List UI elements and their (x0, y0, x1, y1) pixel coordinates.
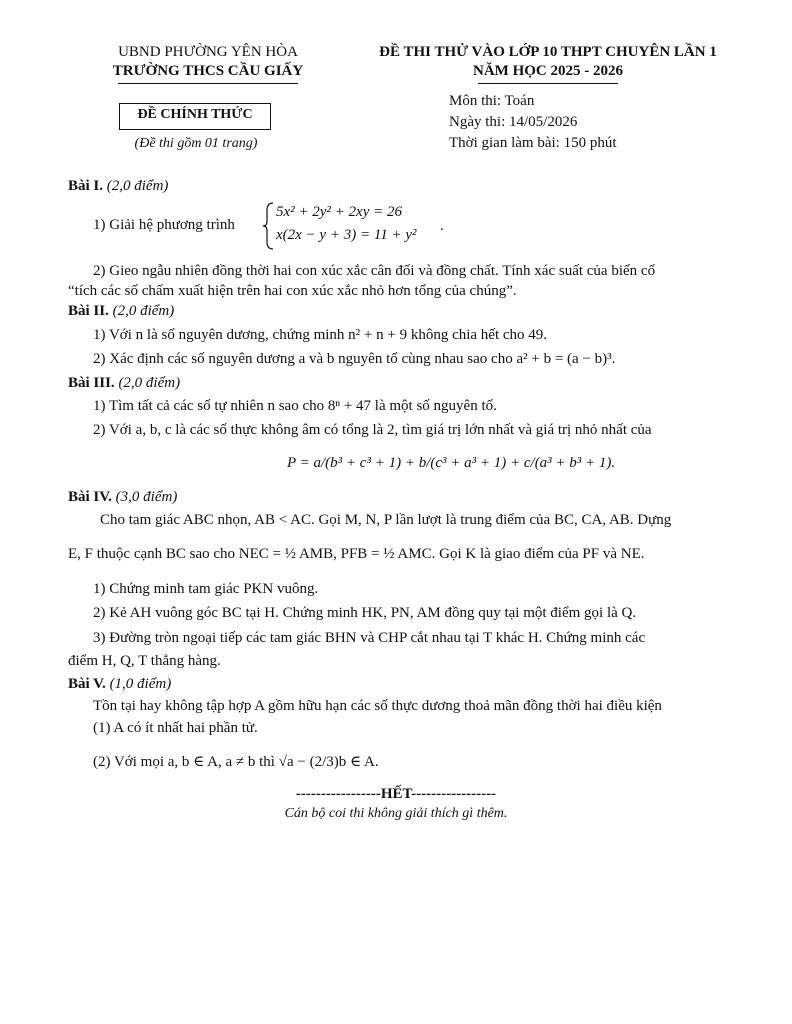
footer-note: Cán bộ coi thi không giải thích gì thêm. (284, 806, 508, 821)
bai3-points: (2,0 điểm) (118, 375, 181, 391)
bai4-q3-line1: 3) Đường tròn ngoại tiếp các tam giác BHN và CHP cắt nhau tại T khác H. Chứng minh các (93, 630, 646, 646)
bai5-condition1: (1) A có ít nhất hai phần tử. (93, 720, 258, 736)
bai5-intro: Tồn tại hay không tập hợp A gồm hữu hạn các số thực dương thoả mãn đồng thời hai điều kiện (93, 698, 662, 714)
bai2-heading (68, 303, 174, 320)
bai4-intro2: E, F thuộc cạnh BC sao cho NEC = ½ AMB, PFB = ½ AMC. Gọi K là giao điểm của PF và NE. (68, 546, 645, 562)
bai3-heading (68, 375, 180, 392)
subject: Môn thi: Toán (449, 93, 535, 109)
bai1-q2-line2: “tích các số chấm xuất hiện trên hai con xúc xắc nhỏ hơn tổng của chúng”. (68, 283, 517, 299)
bai2-title: Bài II. (68, 303, 109, 319)
bai4-intro1: Cho tam giác ABC nhọn, AB < AC. Gọi M, N, P lần lượt là trung điểm của BC, CA, AB. Dựng (100, 512, 672, 528)
bai5-condition2: (2) Với mọi a, b ∈ A, a ≠ b thì √a − (2/3)b ∈ A. (93, 754, 379, 770)
bai4-points: (3,0 điểm) (115, 489, 178, 505)
bai3-formula: P = a/(b³ + c³ + 1) + b/(c³ + a³ + 1) + c/(a³ + b³ + 1). (287, 455, 616, 471)
school-authority: UBND PHƯỜNG YÊN HÒA (118, 44, 298, 60)
bai4-q2: 2) Kẻ AH vuông góc BC tại H. Chứng minh HK, PN, AM đồng quy tại một điểm gọi là Q. (93, 605, 637, 621)
bai1-points: (2,0 điểm) (106, 178, 169, 194)
exam-date: Ngày thi: 14/05/2026 (449, 114, 578, 130)
bai4-q1: 1) Chứng minh tam giác PKN vuông. (93, 581, 319, 597)
school-name: TRƯỜNG THCS CẦU GIẤY (112, 63, 304, 79)
bai1-q1-dot: . (440, 218, 444, 234)
exam-title: ĐỀ THI THỬ VÀO LỚP 10 THPT CHUYÊN LẦN 1 (379, 44, 717, 60)
bai1-eq2: x(2x − y + 3) = 11 + y² (276, 227, 417, 243)
exam-duration: Thời gian làm bài: 150 phút (449, 135, 617, 151)
bai1-q2-line1: 2) Gieo ngẫu nhiên đồng thời hai con xúc xắc cân đối và đồng chất. Tính xác suất của biến cố (93, 263, 656, 279)
bai1-q1-text: 1) Giải hệ phương trình (93, 217, 235, 233)
school-year: NĂM HỌC 2025 - 2026 (473, 63, 623, 79)
bai5-title: Bài V. (68, 676, 106, 692)
bai2-q1: 1) Với n là số nguyên dương, chứng minh n² + n + 9 không chia hết cho 49. (93, 327, 548, 343)
bai5-points: (1,0 điểm) (109, 676, 172, 692)
bai4-heading (68, 489, 177, 506)
school-name-underline (118, 83, 298, 84)
bai3-q2: 2) Với a, b, c là các số thực không âm có tổng là 2, tìm giá trị lớn nhất và giá trị nhỏ nhất của (93, 422, 652, 438)
pages-note: (Đề thi gồm 01 trang) (134, 136, 258, 151)
bai1-heading (68, 178, 168, 195)
official-label: ĐỀ CHÍNH THỨC (137, 107, 253, 122)
bai3-q1: 1) Tìm tất cả các số tự nhiên n sao cho 8ⁿ + 47 là một số nguyên tố. (93, 398, 497, 414)
bai2-points: (2,0 điểm) (112, 303, 175, 319)
end-marker: -----------------HẾT----------------- (295, 786, 497, 802)
bai1-title: Bài I. (68, 178, 104, 194)
bai2-q2: 2) Xác định các số nguyên dương a và b nguyên tố cùng nhau sao cho a² + b = (a − b)³. (93, 351, 616, 367)
school-year-underline (478, 83, 618, 84)
bai1-eq1: 5x² + 2y² + 2xy = 26 (276, 204, 402, 220)
bai4-q3-line2: điểm H, Q, T thẳng hàng. (68, 653, 221, 669)
bai4-title: Bài IV. (68, 489, 112, 505)
bai3-title: Bài III. (68, 375, 115, 391)
system-brace-icon (262, 202, 274, 250)
bai5-heading (68, 676, 171, 693)
